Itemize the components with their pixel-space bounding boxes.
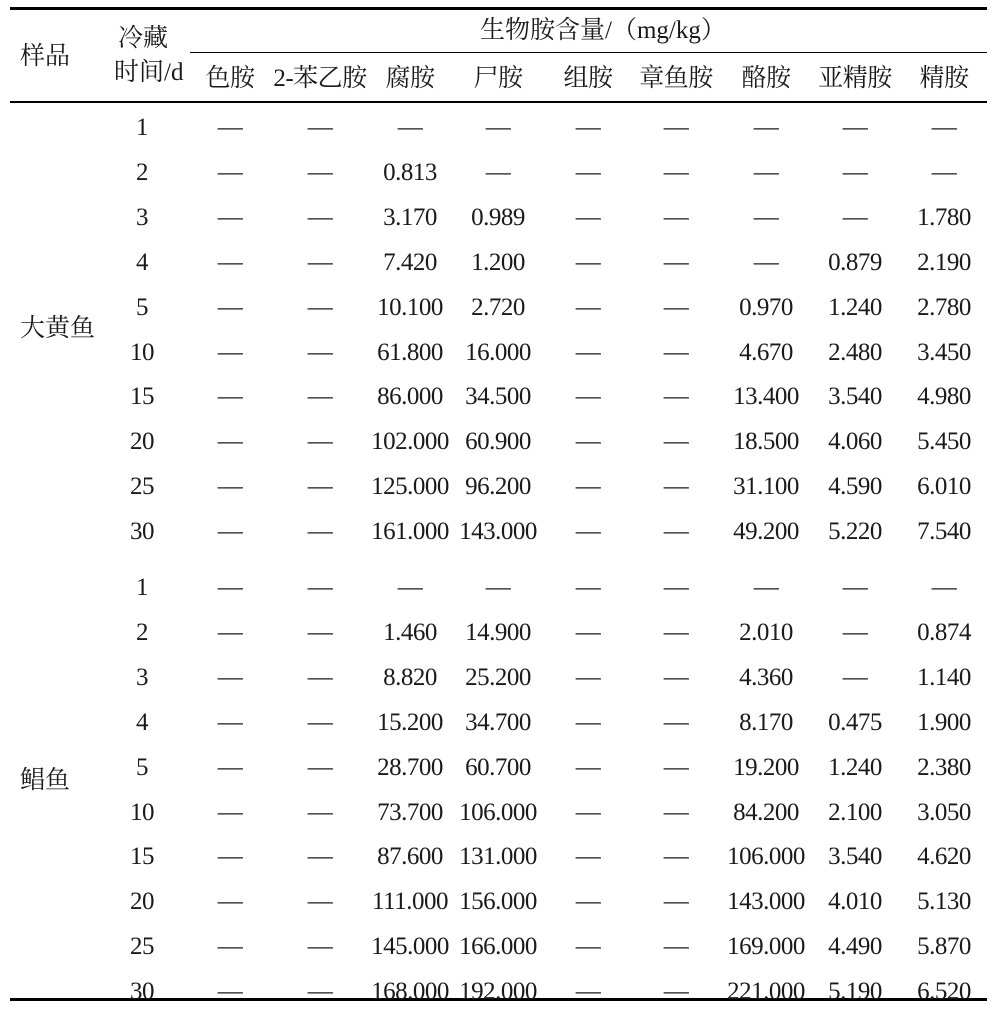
value-cell: —	[575, 978, 601, 1006]
value-cell: —	[217, 383, 243, 411]
value-cell: —	[575, 708, 601, 736]
time-cell: 10	[130, 338, 154, 366]
value-cell: 87.600	[377, 843, 443, 871]
header-bottom-rule	[10, 101, 987, 103]
biogenic-amine-table	[10, 0, 987, 1010]
value-cell: 2.380	[917, 753, 971, 781]
value-cell: —	[663, 428, 689, 456]
value-cell: 4.620	[917, 843, 971, 871]
value-cell: 2.010	[739, 618, 793, 646]
time-cell: 25	[130, 933, 154, 961]
value-cell: —	[217, 203, 243, 231]
value-cell: —	[575, 473, 601, 501]
value-cell: —	[307, 428, 333, 456]
column-header: 色胺	[205, 65, 255, 92]
value-cell: —	[842, 158, 868, 186]
value-cell: 0.813	[383, 158, 437, 186]
value-cell: —	[663, 203, 689, 231]
value-cell: 3.050	[917, 798, 971, 826]
value-cell: —	[663, 518, 689, 546]
value-cell: —	[217, 978, 243, 1006]
value-cell: —	[397, 574, 423, 601]
column-header: 2-苯乙胺	[273, 65, 367, 92]
value-cell: 2.480	[828, 338, 882, 366]
value-cell: 161.000	[371, 518, 449, 546]
time-cell: 5	[136, 753, 148, 781]
value-cell: —	[575, 518, 601, 546]
time-cell: 5	[136, 293, 148, 321]
value-cell: —	[663, 978, 689, 1006]
value-cell: —	[842, 114, 868, 141]
value-cell: —	[663, 248, 689, 276]
value-cell: 7.420	[383, 248, 437, 276]
time-cell: 30	[130, 518, 154, 546]
value-cell: 145.000	[371, 933, 449, 961]
value-cell: —	[217, 888, 243, 916]
value-cell: —	[307, 663, 333, 691]
value-cell: —	[307, 753, 333, 781]
value-cell: 111.000	[372, 888, 448, 916]
value-cell: 1.460	[383, 618, 437, 646]
value-cell: 3.450	[917, 338, 971, 366]
value-cell: —	[575, 574, 601, 601]
value-cell: 31.100	[733, 473, 799, 501]
value-cell: —	[307, 574, 333, 601]
value-cell: —	[663, 383, 689, 411]
value-cell: 192.000	[459, 978, 537, 1006]
value-cell: —	[307, 708, 333, 736]
value-cell: 5.220	[828, 518, 882, 546]
value-cell: —	[307, 114, 333, 141]
header-time-line2: 时间/d	[114, 59, 184, 86]
value-cell: —	[753, 114, 779, 141]
value-cell: —	[217, 843, 243, 871]
value-cell: —	[575, 293, 601, 321]
column-header: 亚精胺	[818, 65, 892, 92]
value-cell: —	[575, 888, 601, 916]
value-cell: 3.540	[828, 383, 882, 411]
value-cell: —	[575, 383, 601, 411]
value-cell: 13.400	[733, 383, 799, 411]
time-cell: 20	[130, 888, 154, 916]
value-cell: 2.100	[828, 798, 882, 826]
value-cell: —	[307, 293, 333, 321]
value-cell: 3.540	[828, 843, 882, 871]
value-cell: —	[575, 114, 601, 141]
value-cell: 169.000	[727, 933, 805, 961]
value-cell: 34.500	[465, 383, 531, 411]
value-cell: 131.000	[459, 843, 537, 871]
value-cell: —	[753, 574, 779, 601]
value-cell: —	[663, 663, 689, 691]
value-cell: 84.200	[733, 798, 799, 826]
value-cell: —	[575, 618, 601, 646]
value-cell: —	[663, 843, 689, 871]
value-cell: —	[217, 158, 243, 186]
value-cell: —	[307, 978, 333, 1006]
time-cell: 15	[130, 383, 154, 411]
value-cell: —	[307, 473, 333, 501]
value-cell: —	[217, 708, 243, 736]
value-cell: —	[307, 798, 333, 826]
value-cell: 4.060	[828, 428, 882, 456]
value-cell: 14.900	[465, 618, 531, 646]
value-cell: —	[753, 248, 779, 276]
value-cell: 4.590	[828, 473, 882, 501]
value-cell: —	[307, 888, 333, 916]
time-cell: 3	[136, 663, 148, 691]
sample-group-label: 大黄鱼	[20, 315, 96, 342]
value-cell: 4.010	[828, 888, 882, 916]
value-cell: 15.200	[377, 708, 443, 736]
value-cell: 221.000	[727, 978, 805, 1006]
value-cell: 3.170	[383, 203, 437, 231]
value-cell: —	[663, 753, 689, 781]
value-cell: 4.360	[739, 663, 793, 691]
value-cell: 125.000	[371, 473, 449, 501]
value-cell: —	[307, 203, 333, 231]
value-cell: 28.700	[377, 753, 443, 781]
header-span-rule	[190, 52, 987, 53]
table-top-rule	[10, 7, 987, 10]
time-cell: 25	[130, 473, 154, 501]
value-cell: 86.000	[377, 383, 443, 411]
time-cell: 1	[136, 574, 148, 601]
value-cell: 1.780	[917, 203, 971, 231]
value-cell: —	[307, 338, 333, 366]
value-cell: —	[663, 574, 689, 601]
value-cell: 18.500	[733, 428, 799, 456]
value-cell: 1.140	[917, 663, 971, 691]
time-cell: 3	[136, 203, 148, 231]
value-cell: 156.000	[459, 888, 537, 916]
value-cell: 96.200	[465, 473, 531, 501]
value-cell: —	[663, 708, 689, 736]
sample-group-label: 鲳鱼	[20, 767, 71, 794]
time-cell: 30	[130, 978, 154, 1006]
value-cell: —	[217, 428, 243, 456]
value-cell: 4.490	[828, 933, 882, 961]
value-cell: —	[307, 843, 333, 871]
value-cell: —	[575, 843, 601, 871]
time-cell: 2	[136, 618, 148, 646]
value-cell: —	[575, 798, 601, 826]
value-cell: —	[217, 798, 243, 826]
value-cell: —	[931, 114, 957, 141]
time-cell: 1	[136, 114, 148, 141]
column-header: 组胺	[563, 65, 613, 92]
value-cell: —	[217, 114, 243, 141]
value-cell: 60.900	[465, 428, 531, 456]
column-header: 腐胺	[385, 65, 435, 92]
column-header: 尸胺	[473, 65, 523, 92]
value-cell: 34.700	[465, 708, 531, 736]
value-cell: —	[217, 293, 243, 321]
value-cell: —	[485, 114, 511, 141]
value-cell: 0.989	[471, 203, 525, 231]
value-cell: —	[575, 933, 601, 961]
value-cell: 4.980	[917, 383, 971, 411]
value-cell: —	[842, 203, 868, 231]
value-cell: 1.200	[471, 248, 525, 276]
time-cell: 4	[136, 708, 148, 736]
value-cell: 102.000	[371, 428, 449, 456]
value-cell: —	[217, 473, 243, 501]
value-cell: 25.200	[465, 663, 531, 691]
value-cell: —	[575, 428, 601, 456]
time-cell: 10	[130, 798, 154, 826]
value-cell: 0.879	[828, 248, 882, 276]
value-cell: 166.000	[459, 933, 537, 961]
value-cell: —	[753, 158, 779, 186]
value-cell: 10.100	[377, 293, 443, 321]
value-cell: —	[485, 158, 511, 186]
value-cell: —	[397, 114, 423, 141]
value-cell: —	[307, 248, 333, 276]
value-cell: —	[307, 158, 333, 186]
value-cell: 2.190	[917, 248, 971, 276]
value-cell: 0.475	[828, 708, 882, 736]
value-cell: 143.000	[727, 888, 805, 916]
value-cell: —	[842, 574, 868, 601]
value-cell: 61.800	[377, 338, 443, 366]
value-cell: —	[575, 248, 601, 276]
value-cell: 1.900	[917, 708, 971, 736]
value-cell: —	[663, 888, 689, 916]
value-cell: 7.540	[917, 518, 971, 546]
value-cell: 8.820	[383, 663, 437, 691]
value-cell: —	[575, 158, 601, 186]
time-cell: 20	[130, 428, 154, 456]
value-cell: 0.874	[917, 618, 971, 646]
column-header: 精胺	[919, 65, 969, 92]
value-cell: 2.780	[917, 293, 971, 321]
value-cell: 106.000	[459, 798, 537, 826]
value-cell: 2.720	[471, 293, 525, 321]
value-cell: —	[663, 933, 689, 961]
header-time-line1: 冷藏	[118, 25, 169, 52]
value-cell: —	[307, 618, 333, 646]
value-cell: —	[575, 663, 601, 691]
header-sample: 样品	[20, 43, 71, 70]
value-cell: —	[663, 114, 689, 141]
value-cell: —	[217, 618, 243, 646]
time-cell: 4	[136, 248, 148, 276]
value-cell: —	[217, 933, 243, 961]
value-cell: —	[575, 753, 601, 781]
value-cell: 143.000	[459, 518, 537, 546]
value-cell: 1.240	[828, 293, 882, 321]
value-cell: 49.200	[733, 518, 799, 546]
value-cell: 4.670	[739, 338, 793, 366]
value-cell: —	[663, 158, 689, 186]
value-cell: —	[663, 473, 689, 501]
value-cell: —	[217, 663, 243, 691]
value-cell: 5.190	[828, 978, 882, 1006]
value-cell: —	[217, 248, 243, 276]
value-cell: —	[307, 933, 333, 961]
value-cell: —	[575, 338, 601, 366]
value-cell: 106.000	[727, 843, 805, 871]
header-span-title: 生物胺含量/（mg/kg）	[480, 17, 726, 44]
value-cell: —	[842, 618, 868, 646]
value-cell: —	[217, 574, 243, 601]
value-cell: 6.010	[917, 473, 971, 501]
value-cell: 8.170	[739, 708, 793, 736]
column-header: 章鱼胺	[639, 65, 713, 92]
value-cell: —	[217, 518, 243, 546]
value-cell: 60.700	[465, 753, 531, 781]
value-cell: —	[663, 293, 689, 321]
value-cell: —	[307, 518, 333, 546]
value-cell: 168.000	[371, 978, 449, 1006]
value-cell: 1.240	[828, 753, 882, 781]
time-cell: 2	[136, 158, 148, 186]
value-cell: 5.130	[917, 888, 971, 916]
value-cell: —	[307, 383, 333, 411]
value-cell: 5.450	[917, 428, 971, 456]
value-cell: 5.870	[917, 933, 971, 961]
value-cell: 0.970	[739, 293, 793, 321]
value-cell: —	[575, 203, 601, 231]
value-cell: —	[931, 158, 957, 186]
value-cell: 6.520	[917, 978, 971, 1006]
value-cell: —	[217, 753, 243, 781]
value-cell: —	[663, 618, 689, 646]
value-cell: —	[753, 203, 779, 231]
time-cell: 15	[130, 843, 154, 871]
value-cell: 73.700	[377, 798, 443, 826]
value-cell: 19.200	[733, 753, 799, 781]
column-header: 酪胺	[741, 65, 791, 92]
value-cell: —	[842, 663, 868, 691]
value-cell: —	[217, 338, 243, 366]
value-cell: 16.000	[465, 338, 531, 366]
value-cell: —	[485, 574, 511, 601]
value-cell: —	[663, 798, 689, 826]
value-cell: —	[931, 574, 957, 601]
value-cell: —	[663, 338, 689, 366]
